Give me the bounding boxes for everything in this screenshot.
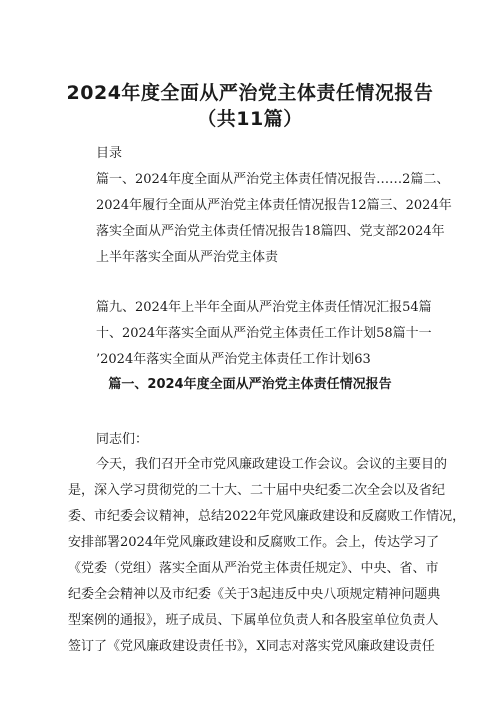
salutation: 同志们：: [96, 432, 149, 447]
body-line: 是，深入学习贯彻党的二十大、二十届中央纪委二次全会以及省纪: [68, 483, 446, 498]
toc-line: 2024年履行全面从严治党主体责任情况报告12篇三、2024年: [96, 198, 452, 213]
body-line: 《党委（党组）落实全面从严治党主体责任规定》、中央、省、市: [68, 561, 439, 576]
section-heading: 篇一、2024年度全面从严治党主体责任情况报告: [108, 377, 392, 392]
toc-line: 上半年落实全面从严治党主体责: [96, 250, 279, 265]
toc-line: 篇九、2024年上半年全面从严治党主体责任情况汇报54篇: [96, 300, 432, 315]
body-line: 纪委全会精神以及市纪委《关于3起违反中央八项规定精神问题典: [68, 587, 441, 602]
toc-line: 十、2024年落实全面从严治党主体责任工作计划58篇十一: [96, 326, 432, 341]
body-line: 今天，我们召开全市党风廉政建设工作会议。会议的主要目的: [96, 457, 448, 472]
toc-line: 篇一、2024年度全面从严治党主体责任情况报告……2篇二、: [96, 172, 450, 187]
document-subtitle: （共11篇）: [197, 108, 303, 130]
toc-label: 目录: [96, 146, 123, 161]
body-line: 委、市纪委会议精神，总结2022年党风廉政建设和反腐败工作情况，: [68, 509, 466, 524]
document-title: 2024年度全面从严治党主体责任情况报告: [66, 82, 434, 104]
body-line: 签订了《党风廉政建设责任书》，X同志对落实党风廉政建设责任: [68, 639, 435, 654]
toc-line: 落实全面从严治党主体责任情况报告18篇四、党支部2024年: [96, 224, 445, 239]
toc-line: ’2024年落实全面从严治党主体责任工作计划63: [96, 352, 371, 367]
body-line: 安排部署2024年党风廉政建设和反腐败工作。会上，传达学习了: [68, 535, 440, 550]
body-line: 型案例的通报》，班子成员、下属单位负责人和各股室单位负责人: [68, 613, 439, 628]
